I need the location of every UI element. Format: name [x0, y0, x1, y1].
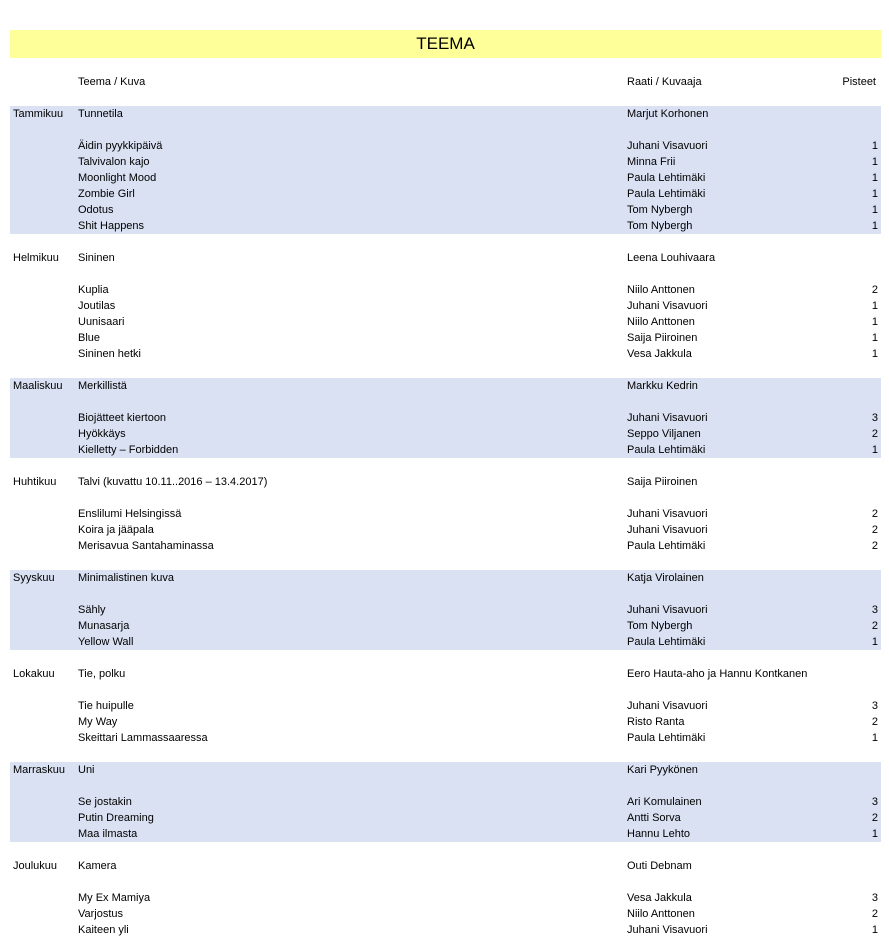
points-value: 2 — [871, 620, 878, 632]
entry-row — [10, 522, 881, 538]
entry-row — [10, 426, 881, 442]
photographer-name: Tom Nybergh — [627, 220, 693, 232]
month-label: Joulukuu — [13, 860, 58, 872]
photographer-name: Vesa Jakkula — [627, 892, 692, 904]
month-block — [10, 570, 881, 650]
photo-title: Enslilumi Helsingissä — [78, 508, 182, 520]
points-value: 2 — [871, 812, 878, 824]
entry-row — [10, 154, 881, 170]
points-value: 1 — [871, 444, 878, 456]
entry-row — [10, 906, 881, 922]
photographer-name: Paula Lehtimäki — [627, 636, 706, 648]
entry-row — [10, 538, 881, 554]
points-value: 1 — [871, 348, 878, 360]
photo-title: Kaiteen yli — [78, 924, 129, 936]
photo-title: Joutilas — [78, 300, 116, 312]
entry-row — [10, 346, 881, 362]
entry-row — [10, 186, 881, 202]
entry-row — [10, 634, 881, 650]
theme-label: Tie, polku — [78, 668, 126, 680]
points-value: 1 — [871, 636, 878, 648]
points-value: 3 — [871, 700, 878, 712]
photo-title: Tie huipulle — [78, 700, 134, 712]
entry-row — [10, 202, 881, 218]
entry-row — [10, 890, 881, 906]
photographer-name: Saija Piiroinen — [627, 332, 698, 344]
photographer-name: Juhani Visavuori — [627, 140, 708, 152]
month-block — [10, 762, 881, 842]
entry-row — [10, 730, 881, 746]
entry-row — [10, 810, 881, 826]
judge-name: Outi Debnam — [627, 860, 692, 872]
photographer-name: Tom Nybergh — [627, 204, 693, 216]
theme-row — [10, 250, 881, 266]
judge-name: Leena Louhivaara — [627, 252, 716, 264]
month-block — [10, 666, 881, 746]
photographer-name: Paula Lehtimäki — [627, 444, 706, 456]
photo-title: Koira ja jääpala — [78, 524, 154, 536]
month-label: Marraskuu — [13, 764, 65, 776]
photographer-name: Seppo Viljanen — [627, 428, 701, 440]
photo-title: Hyökkäys — [78, 428, 126, 440]
month-label: Tammikuu — [13, 108, 64, 120]
photo-title: My Way — [78, 716, 118, 728]
photo-title: Moonlight Mood — [78, 172, 157, 184]
entry-row — [10, 922, 881, 938]
photographer-name: Risto Ranta — [627, 716, 685, 728]
points-value: 1 — [871, 732, 878, 744]
photographer-name: Hannu Lehto — [627, 828, 690, 840]
photo-title: Kielletty – Forbidden — [78, 444, 179, 456]
theme-row — [10, 106, 881, 122]
header-kuva: Teema / Kuva — [78, 76, 146, 88]
points-value: 2 — [871, 508, 878, 520]
month-block — [10, 474, 881, 554]
month-label: Syyskuu — [13, 572, 55, 584]
entry-row — [10, 442, 881, 458]
judge-name: Eero Hauta-aho ja Hannu Kontkanen — [627, 668, 808, 680]
points-value: 1 — [871, 316, 878, 328]
header-raati: Raati / Kuvaaja — [627, 76, 702, 88]
photographer-name: Juhani Visavuori — [627, 700, 708, 712]
photo-title: Skeittari Lammassaaressa — [78, 732, 208, 744]
points-value: 1 — [871, 828, 878, 840]
photographer-name: Vesa Jakkula — [627, 348, 692, 360]
theme-label: Merkillistä — [78, 380, 127, 392]
header-pisteet: Pisteet — [842, 76, 876, 88]
entry-row — [10, 714, 881, 730]
photo-title: My Ex Mamiya — [78, 892, 151, 904]
judge-name: Katja Virolainen — [627, 572, 704, 584]
points-value: 3 — [871, 796, 878, 808]
points-value: 2 — [871, 540, 878, 552]
theme-label: Uni — [78, 764, 95, 776]
photo-title: Maa ilmasta — [78, 828, 138, 840]
entry-row — [10, 330, 881, 346]
photographer-name: Niilo Anttonen — [627, 284, 695, 296]
photographer-name: Paula Lehtimäki — [627, 732, 706, 744]
photo-title: Yellow Wall — [78, 636, 134, 648]
photo-title: Biojätteet kiertoon — [78, 412, 167, 424]
points-value: 2 — [871, 428, 878, 440]
entry-row — [10, 618, 881, 634]
photographer-name: Antti Sorva — [627, 812, 681, 824]
photographer-name: Paula Lehtimäki — [627, 172, 706, 184]
photographer-name: Juhani Visavuori — [627, 300, 708, 312]
photographer-name: Ari Komulainen — [627, 796, 702, 808]
points-value: 1 — [871, 300, 878, 312]
photo-title: Blue — [78, 332, 101, 344]
photographer-name: Juhani Visavuori — [627, 604, 708, 616]
points-value: 1 — [871, 172, 878, 184]
photographer-name: Paula Lehtimäki — [627, 188, 706, 200]
photographer-name: Minna Frii — [627, 156, 676, 168]
month-label: Huhtikuu — [13, 476, 57, 488]
page-title: TEEMA — [10, 30, 881, 58]
judge-name: Kari Pyykönen — [627, 764, 698, 776]
month-block — [10, 378, 881, 458]
photo-title: Shit Happens — [78, 220, 145, 232]
photographer-name: Juhani Visavuori — [627, 924, 708, 936]
photo-title: Se jostakin — [78, 796, 132, 808]
points-value: 3 — [871, 412, 878, 424]
entry-row — [10, 506, 881, 522]
points-value: 2 — [871, 524, 878, 536]
judge-name: Marjut Korhonen — [627, 108, 709, 120]
points-value: 1 — [871, 332, 878, 344]
points-value: 1 — [871, 188, 878, 200]
entry-row — [10, 282, 881, 298]
photo-title: Uunisaari — [78, 316, 125, 328]
entry-row — [10, 314, 881, 330]
points-value: 3 — [871, 892, 878, 904]
theme-row — [10, 378, 881, 394]
photo-title: Sininen hetki — [78, 348, 141, 360]
entry-row — [10, 826, 881, 842]
photo-title: Äidin pyykkipäivä — [78, 140, 163, 152]
entry-row — [10, 298, 881, 314]
photo-title: Sähly — [78, 604, 106, 616]
entry-row — [10, 170, 881, 186]
points-value: 1 — [871, 220, 878, 232]
entry-row — [10, 698, 881, 714]
photographer-name: Juhani Visavuori — [627, 412, 708, 424]
theme-row — [10, 570, 881, 586]
photo-title: Kuplia — [78, 284, 109, 296]
photo-title: Merisavua Santahaminassa — [78, 540, 214, 552]
photo-title: Varjostus — [78, 908, 124, 920]
month-label: Lokakuu — [13, 668, 55, 680]
points-value: 1 — [871, 156, 878, 168]
points-value: 2 — [871, 908, 878, 920]
photographer-name: Niilo Anttonen — [627, 316, 695, 328]
theme-row — [10, 474, 881, 490]
theme-label: Minimalistinen kuva — [78, 572, 174, 584]
month-block — [10, 106, 881, 234]
points-value: 2 — [871, 284, 878, 296]
theme-label: Talvi (kuvattu 10.11..2016 – 13.4.2017) — [78, 476, 268, 488]
theme-row — [10, 666, 881, 682]
photographer-name: Juhani Visavuori — [627, 524, 708, 536]
photo-title: Odotus — [78, 204, 114, 216]
photo-title: Zombie Girl — [78, 188, 135, 200]
month-label: Helmikuu — [13, 252, 59, 264]
theme-row — [10, 762, 881, 778]
photographer-name: Juhani Visavuori — [627, 508, 708, 520]
points-value: 2 — [871, 716, 878, 728]
photo-title: Talvivalon kajo — [78, 156, 150, 168]
entry-row — [10, 218, 881, 234]
theme-row — [10, 858, 881, 874]
photographer-name: Tom Nybergh — [627, 620, 693, 632]
theme-label: Tunnetila — [78, 108, 123, 120]
month-block — [10, 250, 881, 362]
entry-row — [10, 794, 881, 810]
photographer-name: Paula Lehtimäki — [627, 540, 706, 552]
points-value: 3 — [871, 604, 878, 616]
theme-label: Kamera — [78, 860, 117, 872]
points-value: 1 — [871, 204, 878, 216]
month-block — [10, 858, 881, 938]
photo-title: Putin Dreaming — [78, 812, 154, 824]
photographer-name: Niilo Anttonen — [627, 908, 695, 920]
points-value: 1 — [871, 924, 878, 936]
entry-row — [10, 410, 881, 426]
photo-title: Munasarja — [78, 620, 130, 632]
judge-name: Markku Kedrin — [627, 380, 698, 392]
points-value: 1 — [871, 140, 878, 152]
theme-label: Sininen — [78, 252, 115, 264]
month-label: Maaliskuu — [13, 380, 63, 392]
entry-row — [10, 602, 881, 618]
entry-row — [10, 138, 881, 154]
judge-name: Saija Piiroinen — [627, 476, 698, 488]
